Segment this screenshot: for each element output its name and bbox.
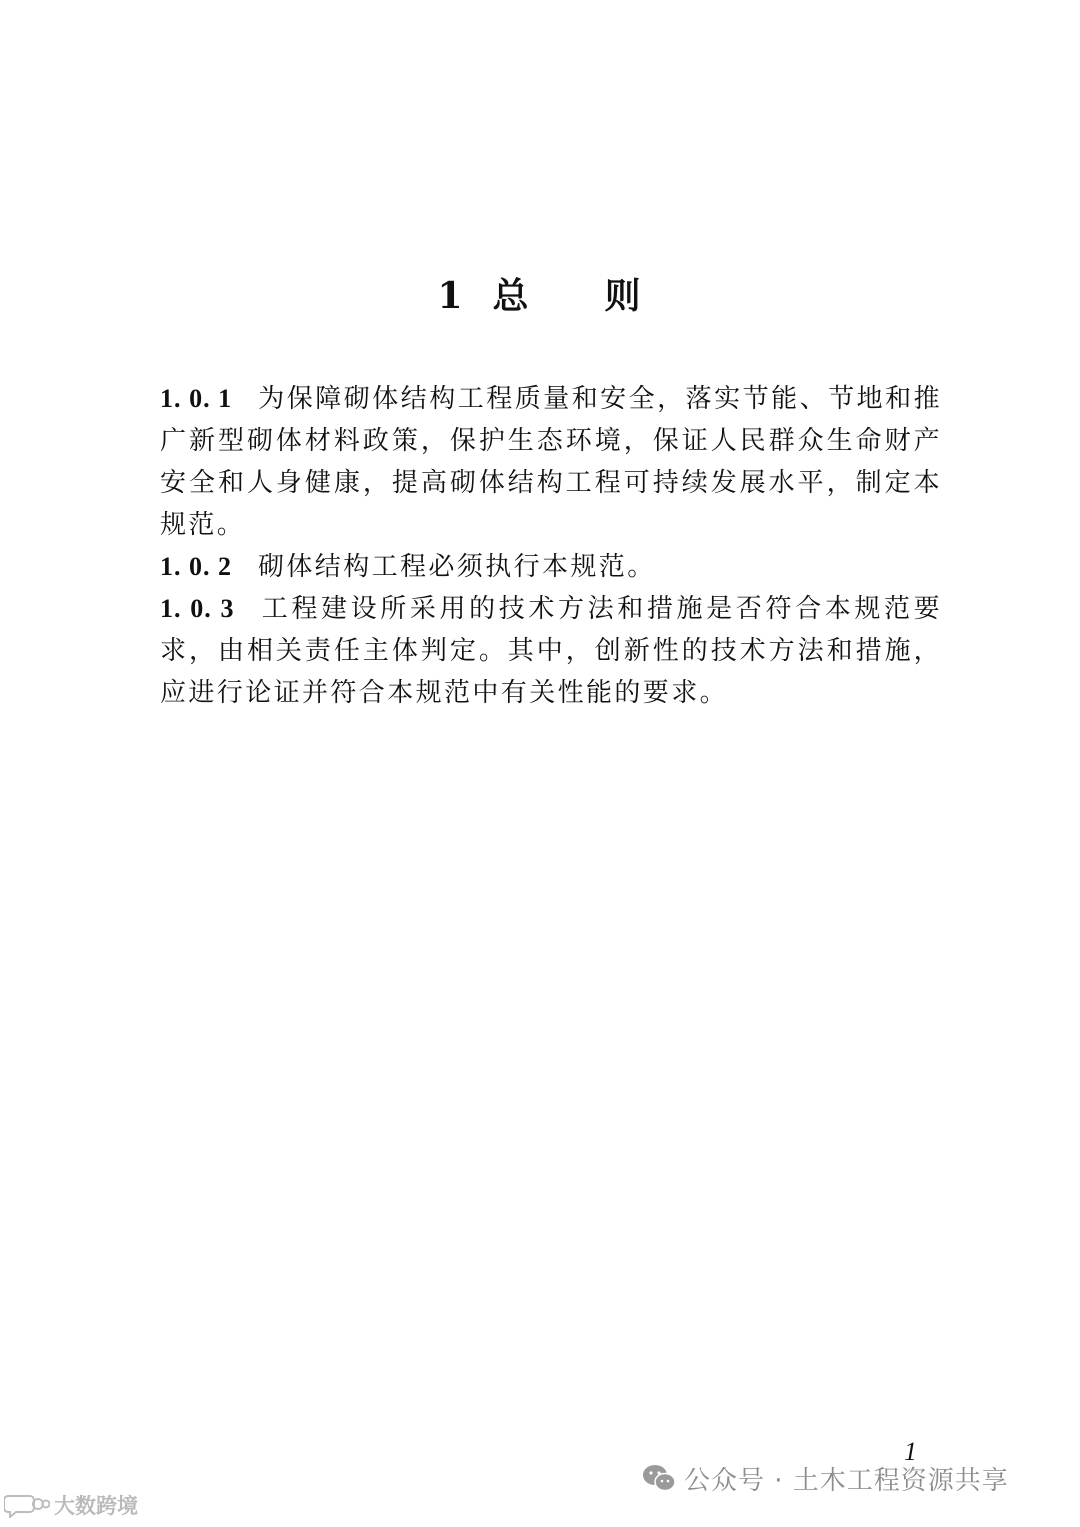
clause-1-0-1 bbox=[160, 378, 942, 546]
clause-text: 工程建设所采用的技术方法和措施是否符合本规范要求，由相关责任主体判定。其中，创新性的技术方法和措施，应进行论证并符合本规范中有关性能的要求。 bbox=[160, 594, 943, 708]
corner-watermark bbox=[4, 1490, 138, 1520]
wechat-watermark-text: 公众号 · 土木工程资源共享 bbox=[684, 1465, 1009, 1496]
chapter-title-part1: 总 bbox=[492, 275, 531, 317]
clause-text: 为保障砌体结构工程质量和安全，落实节能、节地和推广新型砌体材料政策，保护生态环境，保证人民群众生命财产安全和人身健康，提高砌体结构工程可持续发展水平，制定本规范。 bbox=[160, 384, 942, 540]
chat-bubble-icon bbox=[4, 1492, 50, 1518]
wechat-watermark bbox=[642, 1458, 1009, 1498]
corner-watermark-text: 大数跨境 bbox=[54, 1494, 138, 1518]
clause-text: 砌体结构工程必须执行本规范。 bbox=[258, 552, 656, 582]
clause-number: 1. 0. 2 bbox=[160, 552, 232, 581]
chapter-title bbox=[0, 268, 1080, 319]
chapter-number: 1 bbox=[437, 275, 465, 317]
clause-1-0-3 bbox=[160, 588, 942, 714]
page-number: 1 bbox=[904, 1437, 917, 1466]
chapter-title-part2: 则 bbox=[604, 275, 643, 317]
clause-number: 1. 0. 1 bbox=[160, 384, 233, 413]
clauses-section bbox=[160, 378, 942, 714]
clause-1-0-2 bbox=[160, 546, 942, 588]
wechat-icon bbox=[642, 1463, 676, 1493]
clause-number: 1. 0. 3 bbox=[160, 594, 235, 623]
